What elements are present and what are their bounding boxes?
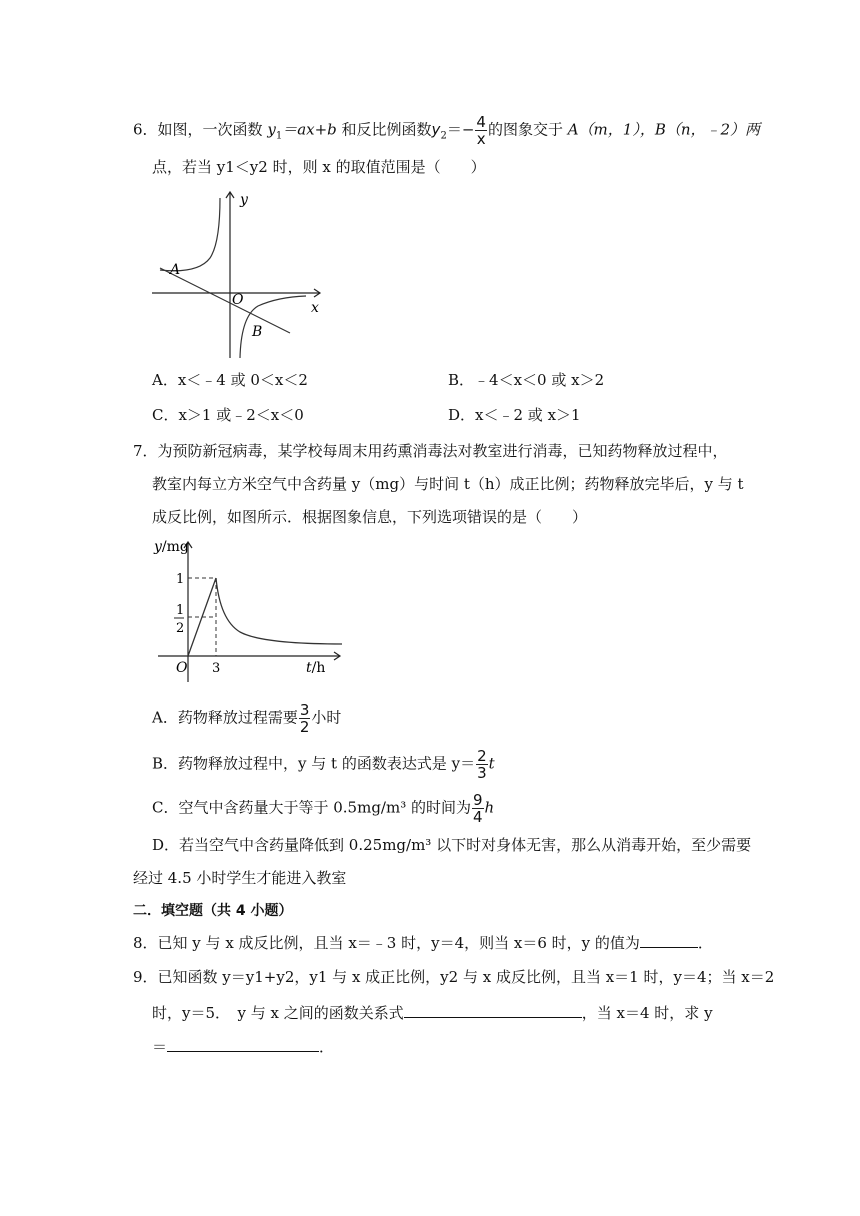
q7-graph-tick-half-num: 1 xyxy=(176,603,185,618)
q7-line3: 成反比例，如图所示．根据图象信息，下列选项错误的是（ ） xyxy=(152,508,588,526)
q7-option-d-line1[interactable]: D．若当空气中含药量降低到 0.25mg/m³ 以下时对身体无害，那么从消毒开始，至少需要 xyxy=(152,836,752,854)
q7-graph-tick-1: 1 xyxy=(176,572,185,587)
q6-line2: 点，若当 y1＜y2 时，则 x 的取值范围是（ ） xyxy=(152,158,486,176)
q7-graph-tick-half-den: 2 xyxy=(176,621,185,636)
q9-line2: 时，y＝5． y 与 x 之间的函数关系式 ，当 x＝4 时，求 y xyxy=(152,1004,713,1022)
q8-line: 8．已知 y 与 x 成反比例，且当 x＝﹣3 时，y＝4，则当 x＝6 时，y 的值为 ． xyxy=(133,934,713,952)
q7-option-b-fraction: $\frac{2}{3}$ xyxy=(477,747,487,782)
q6-graph xyxy=(148,188,348,363)
q6-line1: 6．如图，一次函数 $y_1=ax+b$ 和反比例函数$y_2=-$ $\frac{4}{x}$ 的图象交于 A（m，1），B（n，﹣2）两 xyxy=(133,113,761,148)
q7-graph-origin: O xyxy=(176,660,188,676)
q6-graph-y-label: y xyxy=(240,192,248,208)
q7-graph-x-label: t/h xyxy=(306,660,326,676)
q9-line1: 9．已知函数 y＝y1+y2，y1 与 x 成正比例，y2 与 x 成反比例，且当 x＝1 时，y＝4；当 x＝2 xyxy=(133,968,775,986)
section-title-fill-in: 二．填空题（共 4 小题） xyxy=(133,903,293,919)
q9-line3: ＝ ． xyxy=(152,1038,335,1056)
q6-option-b[interactable]: B．﹣4＜x＜0 或 x＞2 xyxy=(448,371,605,389)
q6-option-a[interactable]: A．x＜﹣4 或 0＜x＜2 xyxy=(152,371,308,389)
q7-option-c-fraction: $\frac{9}{4}$ xyxy=(473,791,483,826)
q6-option-c[interactable]: C．x＞1 或﹣2＜x＜0 xyxy=(152,406,304,424)
q7-option-d-line2: 经过 4.5 小时学生才能进入教室 xyxy=(133,869,347,887)
q7-line2: 教室内每立方米空气中含药量 y（mg）与时间 t（h）成正比例；药物释放完毕后，y 与 t xyxy=(152,475,744,493)
q7-option-c[interactable]: C．空气中含药量大于等于 0.5mg/m³ 的时间为 $\frac{9}{4}$ h xyxy=(152,791,495,826)
q7-graph-tick-3: 3 xyxy=(212,661,221,676)
q6-graph-point-b: B xyxy=(252,324,263,340)
q9-value-blank[interactable] xyxy=(167,1037,319,1052)
q6-number: 6． xyxy=(133,120,158,139)
q7-option-a-fraction: $\frac{3}{2}$ xyxy=(299,701,310,736)
q8-answer-blank[interactable] xyxy=(640,933,698,948)
q7-line1: 7．为预防新冠病毒，某学校每周末用药熏消毒法对教室进行消毒，已知药物释放过程中， xyxy=(133,442,728,460)
q9-expression-blank[interactable] xyxy=(404,1003,582,1018)
q7-graph-y-label: y/mg xyxy=(154,539,189,555)
q6-option-d[interactable]: D．x＜﹣2 或 x＞1 xyxy=(448,406,581,424)
q6-graph-origin: O xyxy=(232,292,244,308)
q7-option-a[interactable]: A．药物释放过程需要 $\frac{3}{2}$ 小时 xyxy=(152,701,342,736)
q7-option-b[interactable]: B．药物释放过程中，y 与 t 的函数表达式是 y＝ $\frac{2}{3}$ t xyxy=(152,747,495,782)
q6-graph-x-label: x xyxy=(311,300,319,316)
q6-graph-point-a: A xyxy=(170,262,181,278)
q6-fraction: $\frac{4}{x}$ xyxy=(476,113,486,148)
q7-graph xyxy=(150,538,350,686)
